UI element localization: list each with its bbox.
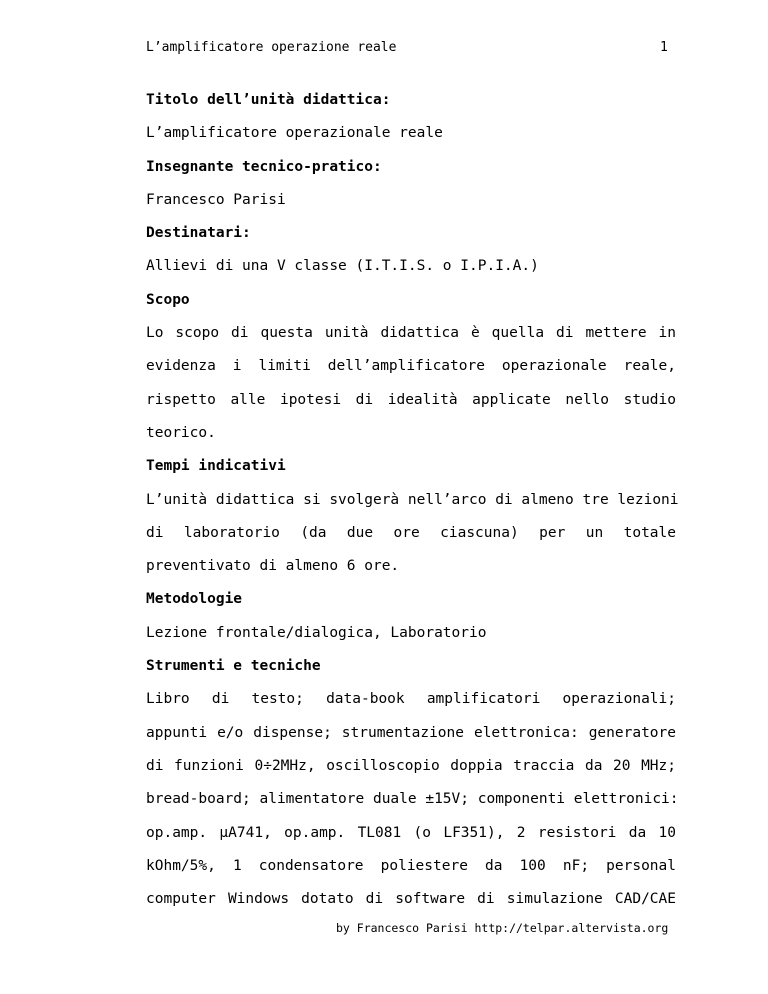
section-text: Francesco Parisi <box>146 191 286 208</box>
paragraph-line: bread-board; alimentatore duale ±15V; componenti elettronici: <box>146 791 679 808</box>
paragraph-line: L’unità didattica si svolgerà nell’arco di almeno tre lezioni <box>146 491 679 508</box>
paragraph-line: teorico. <box>146 424 216 441</box>
section-heading: Tempi indicativi <box>146 458 286 475</box>
section-heading: Destinatari: <box>146 225 251 242</box>
section-text: Lezione frontale/dialogica, Laboratorio <box>146 624 487 641</box>
paragraph-line: Lo scopo di questa unità didattica è quella di mettere in <box>146 325 676 342</box>
paragraph-line: computer Windows dotato di software di simulazione CAD/CAE <box>146 891 676 908</box>
section-heading: Metodologie <box>146 591 243 608</box>
paragraph-line: op.amp. µA741, op.amp. TL081 (o LF351), 2 resistori da 10 <box>146 824 676 841</box>
section-text: L’amplificatore operazionale reale <box>146 125 443 142</box>
section-heading: Scopo <box>146 291 190 308</box>
paragraph-line: evidenza i limiti dell’amplificatore operazionale reale, <box>146 358 676 375</box>
paragraph-line: preventivato di almeno 6 ore. <box>146 558 400 575</box>
section-heading: Strumenti e tecniche <box>146 658 321 675</box>
page-footer: by Francesco Parisi http://telpar.altervista.org <box>336 921 669 935</box>
document-body <box>146 90 679 922</box>
paragraph-line: appunti e/o dispense; strumentazione elettronica: generatore <box>146 724 676 741</box>
section-heading: Titolo dell’unità didattica: <box>146 92 391 108</box>
paragraph-line: di funzioni 0÷2MHz, oscilloscopio doppia traccia da 20 MHz; <box>146 757 676 774</box>
running-header-title: L’amplificatore operazione reale <box>146 40 397 55</box>
section-text: Allievi di una V classe (I.T.I.S. o I.P.I.A.) <box>146 258 539 275</box>
paragraph-line: Libro di testo; data-book amplificatori operazionali; <box>146 691 676 708</box>
paragraph-line: kOhm/5%, 1 condensatore poliestere da 100 nF; personal <box>146 857 676 874</box>
page-number: 1 <box>660 40 668 55</box>
paragraph-line: di laboratorio (da due ore ciascuna) per un totale <box>146 524 676 541</box>
section-heading: Insegnante tecnico-pratico: <box>146 158 382 175</box>
paragraph-line: rispetto alle ipotesi di idealità applicate nello studio <box>146 391 676 408</box>
